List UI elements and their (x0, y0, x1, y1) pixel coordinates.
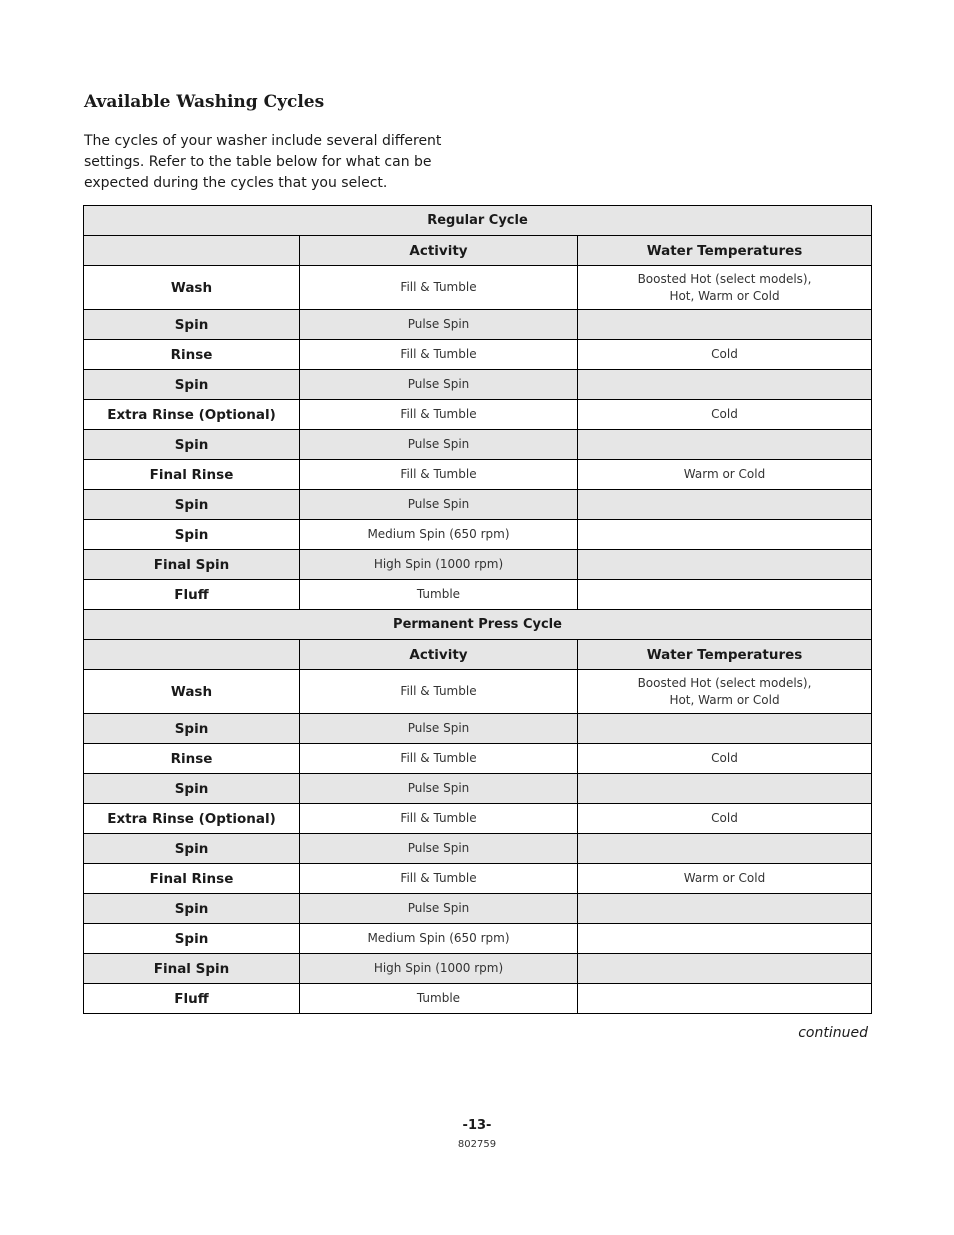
column-header-row (84, 640, 872, 670)
step-cell: Rinse (84, 340, 300, 370)
step-cell: Spin (84, 430, 300, 460)
step-cell: Extra Rinse (Optional) (84, 400, 300, 430)
column-header-row (84, 236, 872, 266)
step-cell: Spin (84, 370, 300, 400)
water-temp-cell (578, 310, 872, 340)
water-temp-cell (578, 430, 872, 460)
section-title-row (84, 206, 872, 236)
step-cell: Wash (84, 670, 300, 714)
table-row (84, 744, 872, 774)
water-temp-cell: Warm or Cold (578, 460, 872, 490)
step-cell: Extra Rinse (Optional) (84, 804, 300, 834)
activity-cell: Fill & Tumble (300, 340, 578, 370)
section-title-row (84, 610, 872, 640)
table-row (84, 954, 872, 984)
activity-cell: Pulse Spin (300, 774, 578, 804)
activity-cell: Fill & Tumble (300, 400, 578, 430)
table-row (84, 370, 872, 400)
activity-cell: Pulse Spin (300, 490, 578, 520)
document-number: 802759 (457, 1139, 497, 1150)
step-cell: Spin (84, 834, 300, 864)
step-cell: Spin (84, 774, 300, 804)
header-water-temperatures: Water Temperatures (578, 236, 872, 266)
table-row (84, 924, 872, 954)
activity-cell: Medium Spin (650 rpm) (300, 924, 578, 954)
header-blank-cell (84, 236, 300, 266)
step-cell: Spin (84, 310, 300, 340)
activity-cell: Fill & Tumble (300, 804, 578, 834)
step-cell: Fluff (84, 984, 300, 1014)
activity-cell: Fill & Tumble (300, 460, 578, 490)
table-row (84, 580, 872, 610)
table-row (84, 430, 872, 460)
water-temp-cell (578, 774, 872, 804)
step-cell: Final Rinse (84, 460, 300, 490)
page-number: -13- (462, 1118, 492, 1133)
water-temp-cell (578, 834, 872, 864)
water-temp-cell (578, 520, 872, 550)
activity-cell: Pulse Spin (300, 714, 578, 744)
intro-paragraph: The cycles of your washer include several different settings. Refer to the table below for what can be expected during the cycles that you select. (84, 133, 442, 191)
water-temp-cell: Boosted Hot (select models), Hot, Warm or Cold (578, 266, 872, 310)
table-row (84, 266, 872, 310)
table-row (84, 340, 872, 370)
water-temp-cell (578, 894, 872, 924)
activity-cell: High Spin (1000 rpm) (300, 954, 578, 984)
water-temp-cell (578, 580, 872, 610)
table-row (84, 310, 872, 340)
water-temp-cell (578, 924, 872, 954)
activity-cell: Tumble (300, 580, 578, 610)
step-cell: Spin (84, 520, 300, 550)
step-cell: Fluff (84, 580, 300, 610)
table-row (84, 894, 872, 924)
water-temp-cell (578, 550, 872, 580)
activity-cell: Fill & Tumble (300, 744, 578, 774)
header-water-temperatures: Water Temperatures (578, 640, 872, 670)
step-cell: Final Spin (84, 550, 300, 580)
activity-cell: Tumble (300, 984, 578, 1014)
activity-cell: Fill & Tumble (300, 864, 578, 894)
activity-cell: Fill & Tumble (300, 670, 578, 714)
activity-cell: Medium Spin (650 rpm) (300, 520, 578, 550)
water-temp-cell (578, 370, 872, 400)
step-cell: Wash (84, 266, 300, 310)
step-cell: Spin (84, 924, 300, 954)
page-title: Available Washing Cycles (84, 92, 325, 112)
activity-cell: Fill & Tumble (300, 266, 578, 310)
step-cell: Spin (84, 714, 300, 744)
header-activity: Activity (300, 236, 578, 266)
water-temp-cell (578, 954, 872, 984)
table-row (84, 834, 872, 864)
table-row (84, 550, 872, 580)
table-row (84, 804, 872, 834)
activity-cell: Pulse Spin (300, 370, 578, 400)
table-row (84, 984, 872, 1014)
water-temp-cell (578, 984, 872, 1014)
water-temp-cell: Warm or Cold (578, 864, 872, 894)
water-temp-cell: Cold (578, 400, 872, 430)
activity-cell: Pulse Spin (300, 310, 578, 340)
activity-cell: Pulse Spin (300, 430, 578, 460)
header-activity: Activity (300, 640, 578, 670)
section-title: Permanent Press Cycle (84, 610, 872, 640)
water-temp-cell (578, 490, 872, 520)
water-temp-cell: Cold (578, 340, 872, 370)
activity-cell: Pulse Spin (300, 894, 578, 924)
header-blank-cell (84, 640, 300, 670)
water-temp-cell: Cold (578, 804, 872, 834)
table-row (84, 460, 872, 490)
table-row (84, 774, 872, 804)
continued-note: continued (798, 1025, 868, 1041)
step-cell: Final Rinse (84, 864, 300, 894)
water-temp-cell (578, 714, 872, 744)
step-cell: Spin (84, 490, 300, 520)
step-cell: Rinse (84, 744, 300, 774)
table-row (84, 714, 872, 744)
table-row (84, 490, 872, 520)
table-body (84, 206, 872, 1014)
step-cell: Spin (84, 894, 300, 924)
step-cell: Final Spin (84, 954, 300, 984)
table-row (84, 400, 872, 430)
activity-cell: High Spin (1000 rpm) (300, 550, 578, 580)
water-temp-cell: Cold (578, 744, 872, 774)
table-row (84, 670, 872, 714)
water-temp-cell: Boosted Hot (select models), Hot, Warm or Cold (578, 670, 872, 714)
washing-cycles-table (83, 205, 872, 1014)
table-row (84, 520, 872, 550)
activity-cell: Pulse Spin (300, 834, 578, 864)
section-title: Regular Cycle (84, 206, 872, 236)
table-row (84, 864, 872, 894)
